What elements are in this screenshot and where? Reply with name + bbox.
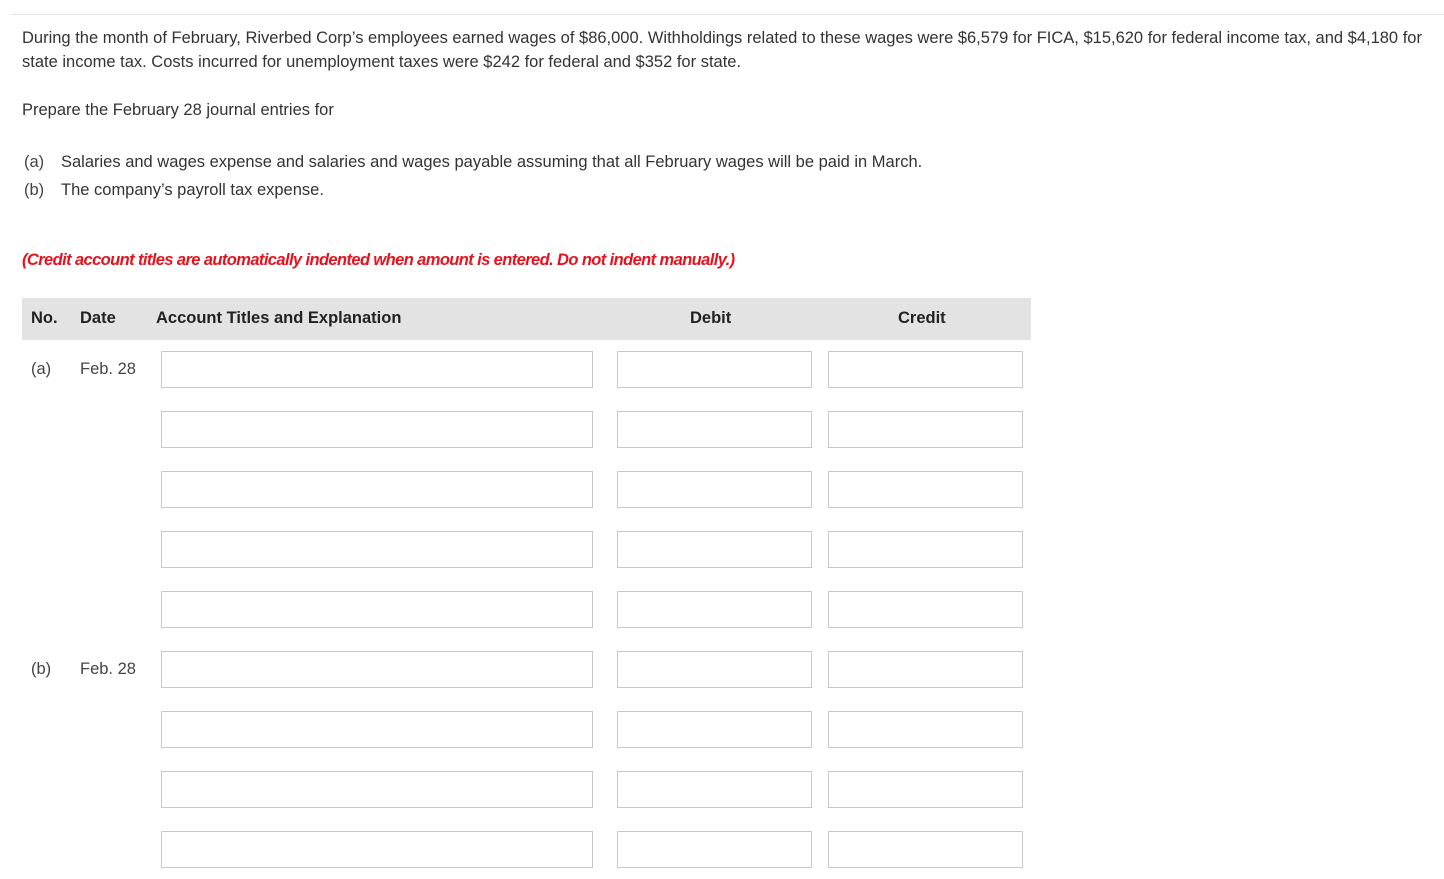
entry-b-number: (b) [31, 660, 52, 678]
parts-list [24, 148, 922, 204]
entry-a-line-3-credit-input[interactable] [828, 471, 1023, 508]
entry-b-line-3-credit-input[interactable] [828, 771, 1023, 808]
part-a [24, 148, 922, 176]
part-b-letter: (b) [24, 181, 45, 199]
journal-table-header [22, 298, 1031, 340]
entry-a-line-5-account-input[interactable] [161, 591, 593, 628]
entry-a-line-5-credit-input[interactable] [828, 591, 1023, 628]
entry-b-line-3-debit-input[interactable] [617, 771, 812, 808]
cropped-header-text [20, 0, 220, 4]
entry-a-line-2-credit-input[interactable] [828, 411, 1023, 448]
entry-a-line-3-debit-input[interactable] [617, 471, 812, 508]
header-no: No. [31, 309, 58, 327]
entry-a-line-4-credit-input[interactable] [828, 531, 1023, 568]
part-a-letter: (a) [24, 153, 45, 171]
header-date: Date [80, 309, 116, 327]
entry-a-line-4-debit-input[interactable] [617, 531, 812, 568]
entry-b-date: Feb. 28 [80, 660, 136, 678]
part-a-text: Salaries and wages expense and salaries and wages payable assuming that all February wages will be paid in March. [61, 153, 923, 171]
entry-a-date: Feb. 28 [80, 360, 136, 378]
entry-b-line-1-account-input[interactable] [161, 651, 593, 688]
header-debit: Debit [690, 309, 732, 327]
problem-statement: During the month of February, Riverbed Corp’s employees earned wages of $86,000. Withholdings related to these wages were $6,579 for FICA, $15,620 for federal income tax, and $4,180 for state income tax. Costs incurred for unemployment taxes were $242 for federal and $352 for state. [22, 29, 1422, 71]
entry-a-line-3-account-input[interactable] [161, 471, 593, 508]
entry-a-line-2-debit-input[interactable] [617, 411, 812, 448]
entry-b-line-1-debit-input[interactable] [617, 651, 812, 688]
entry-a-line-5-debit-input[interactable] [617, 591, 812, 628]
entry-a-line-4-account-input[interactable] [161, 531, 593, 568]
header-account: Account Titles and Explanation [156, 309, 402, 327]
entry-a-line-1-debit-input[interactable] [617, 351, 812, 388]
entry-b-line-4-debit-input[interactable] [617, 831, 812, 868]
entry-a-number: (a) [31, 360, 52, 378]
header-credit: Credit [898, 309, 946, 327]
part-b [24, 176, 922, 204]
entry-a-line-1-account-input[interactable] [161, 351, 593, 388]
entry-b-line-4-credit-input[interactable] [828, 831, 1023, 868]
entry-b-line-2-debit-input[interactable] [617, 711, 812, 748]
prepare-instruction: Prepare the February 28 journal entries for [22, 101, 334, 119]
entry-a-line-1-credit-input[interactable] [828, 351, 1023, 388]
entry-b-line-2-credit-input[interactable] [828, 711, 1023, 748]
part-b-text: The company’s payroll tax expense. [61, 181, 324, 199]
indent-instruction: (Credit account titles are automatically indented when amount is entered. Do not indent manually.) [22, 251, 735, 269]
top-divider [10, 14, 1444, 15]
entry-a-line-2-account-input[interactable] [161, 411, 593, 448]
entry-b-line-4-account-input[interactable] [161, 831, 593, 868]
entry-b-line-1-credit-input[interactable] [828, 651, 1023, 688]
entry-b-line-3-account-input[interactable] [161, 771, 593, 808]
entry-b-line-2-account-input[interactable] [161, 711, 593, 748]
